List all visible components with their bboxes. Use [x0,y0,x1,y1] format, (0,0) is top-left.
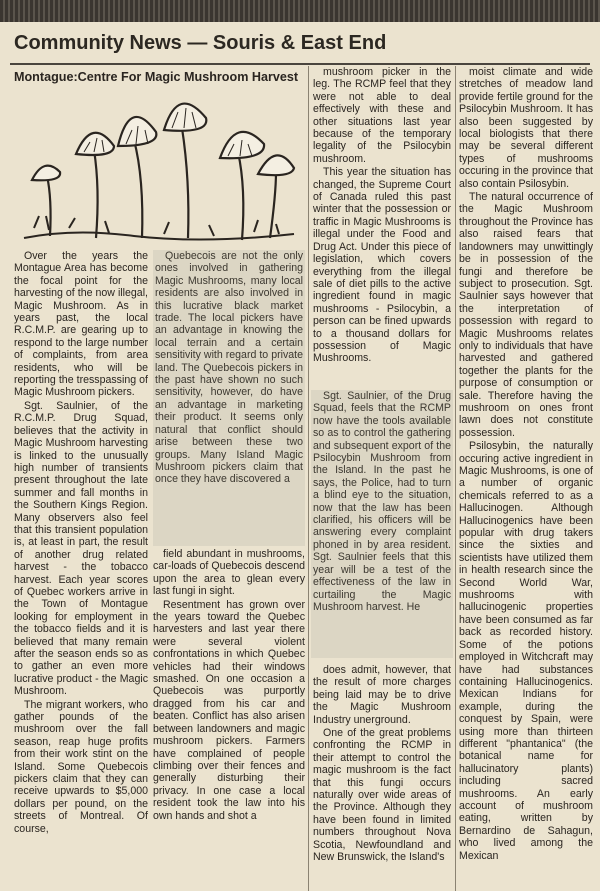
article-column-3-clipping [311,390,453,658]
paragraph: does admit, however, that the result of more charges being laid may be to drive the Magic Mushroom Industry unerground. [313,664,451,726]
paragraph: Resentment has grown over the years toward the Quebec harvesters and last year there were several violent confrontations in which Quebec vehicles had their windows smashed. On one occasion a Quebecois was purportly dragged from his car and beaten. Conflict has also arisen between landowners and magic mushroom pickers. Farmers have complained of people climbing over their fences and generally disturbing their privacy. In one case a local resident took the law into his own hands and shot a [153,598,305,822]
paragraph: One of the great problems confronting the RCMP in their attempt to control the magic mushroom is the fact that this fungi occurs naturally over wide areas of the Province. Although they have been found in limited numbers throughout Nova Scotia, Newfoundland and New Brunswick, the Island's [313,727,451,864]
paragraph: Sgt. Saulnier, of the Drug Squad, feels that the RCMP now have the tools available so as to control the gathering and subsequent export of the Psilocybin Mushroom from the Island. In the past he says, the Police, had to turn a blind eye to the situation, now that the law has been clarified, his officers will be answering every complaint phoned in by area resident. Sgt. Saulnier feels that this year will be a test of the effectiveness of the law in curtailing the Magic Mushroom harvest. He [313,390,451,613]
paragraph: Psilosybin, the naturally occuring active ingredient in Magic Mushrooms, is one of a number of organic chemicals referred to as a Hallucinogen. Although Hallucinogenics have been popular with drug takers since the sixties and scientists have utilized them in health research since the Second World War, mushrooms with hallucinogenic properties have been consumed as far back as recorded history. Some of the potions employed in Witchcraft may have had substances containing Hallucinogenics. Mexican Indians for example, during the conquest by Spain, were using more than thirteen different "phantanica" (the botanical name for hallucinatory plants) including sacred mushrooms. An early account of mushroom eating, written by Bernardino de Sahagun, who lived among the Mexican [459,440,593,862]
paragraph: Over the years the Montague Area has become the focal point for the harvesting of the now illegal, Magic Mushroom. As in years past, the local R.C.M.P. are gearing up to respond to the large number of complaints, from area residents, who will be reporting the tresspassing of Magic Mushroom pickers. [14,250,148,399]
column-divider [455,66,456,891]
paragraph: The migrant workers, who gather pounds of the mushroom over the fall season, reap huge profits from their work stint on the Island. Some Quebecois pickers claim that they can receive upwards to $5,000 dollars per pound, on the streets of Montreal. Of course, [14,698,148,835]
page-top-border [0,0,600,22]
mushroom-cluster-icon [14,88,304,248]
article-headline: Montague:Centre For Magic Mushroom Harvest [14,70,299,84]
article-column-4 [459,66,593,891]
paragraph: This year the situation has changed, the Supreme Court of Canada ruled this past winter that the possession or traffic in Magic Mushrooms is illegal under the Food and Drug Act. Under this piece of legislation, which covers everything from the illegal sale of diet pills to the active ingredient found in magic mushrooms - Psilocybin, a person can be fined upwards to a thousand dollars for possession of Magic Mushrooms. [313,166,451,365]
paragraph: Sgt. Saulnier, of the R.C.M.P. Drug Squad, believes that the activity in Magic Mushroom harvesting is linked to the unusually high number of transients present throughout the late summer and fall months in the Southern Kings Region. Many observers also feel that this transient population is, at least in part, the result of another drug related harvest - the tobacco harvest. Each year scores of Quebec workers arrive in the Town of Montague looking for employment in the tobacco fields and it is believed that many remain after the season ends so as to gather an even more lucrative product - the Magic Mushroom. [14,399,148,698]
paragraph: The natural occurrence of the Magic Mushroom throughout the Province has also raised fears that landowners may unwittingly be in possession of the fungi and therefore be subject to prosecution. Sgt. Saulnier says however that the interpretation of possession with regard to Magic Mushrooms relates only to individuals that have harvested and gathered together the plants for the purpose of consumption or sale. Therefore having the mushroom on ones front lawn does not constitute possession. [459,191,593,439]
paragraph: field abundant in mushrooms, car-loads of Quebecois descend upon the area to glean every last fungi in sight. [153,548,305,598]
mushroom-illustration [14,88,304,248]
paragraph: mushroom picker in the leg. The RCMP feel that they were not able to deal effectively with these and other situations last year because of the temporary legality of the Psilocybin mushroom. [313,66,451,165]
column-divider [308,66,309,891]
section-title: Community News — Souris & East End [14,32,387,54]
article-column-2 [153,548,305,891]
section-header [0,22,600,64]
paragraph: moist climate and wide stretches of meadow land provide fertile ground for the Psilocybin Mushroom. It has also been suggested by local biologists that there may be several different types of mushrooms occuring in the province that also contain Psilosybin. [459,66,593,190]
article-column-2-clipping [153,250,305,546]
article-column-3-top [313,66,451,388]
header-rule [10,63,590,65]
article-column-3-bottom [313,664,451,891]
article-column-1 [14,250,148,891]
paragraph: Quebecois are not the only ones involved in gathering Magic Mushrooms, many local residents are also involved in this lucrative black market trade. The local pickers have an advantage in knowing the local terrain and a certain sensitivity with regard to private land. The Quebecois pickers in the past have shown no such sensitivity, however, do have an advantage in marketing their product. It seems only natural that conflict should arise between these two groups. Many Island Magic Mushroom pickers claim that once they have discovered a [155,250,303,486]
